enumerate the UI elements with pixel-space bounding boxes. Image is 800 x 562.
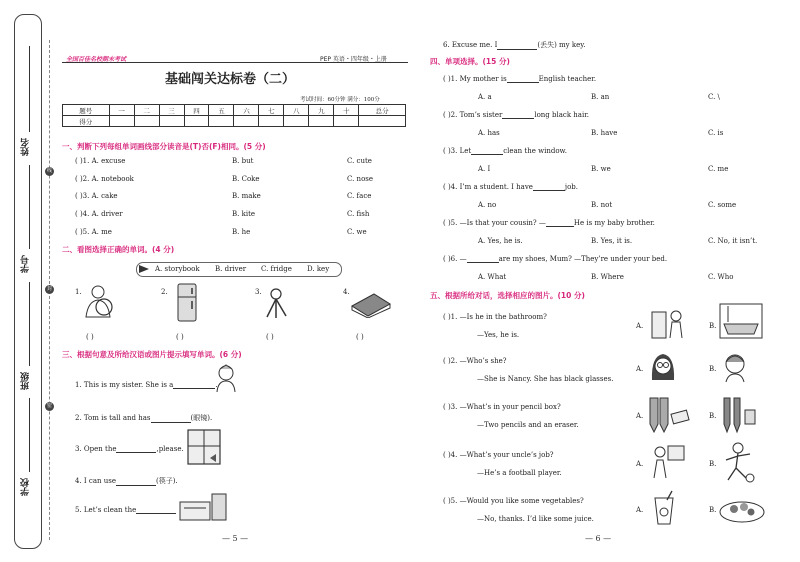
score-input[interactable] (184, 116, 209, 127)
s1-q2[interactable]: ( )2. A. notebook (75, 175, 134, 183)
s3-q5-blank[interactable] (136, 513, 176, 514)
s3-q2-post: (眼镜). (190, 414, 213, 422)
s4-q2-blank[interactable] (502, 118, 534, 119)
q6-post: (丢失) my key. (537, 41, 586, 49)
s4-q5-b[interactable]: B. Yes, it is. (591, 237, 633, 245)
s2-paren-1[interactable]: ( ) (86, 333, 94, 341)
word-option: D. key (307, 265, 330, 273)
score-input[interactable] (359, 116, 406, 127)
girl-glasses-icon (648, 350, 678, 384)
class-line (29, 282, 30, 366)
s4-q5-blank[interactable] (546, 226, 574, 227)
s4-q2-b[interactable]: B. have (591, 129, 618, 137)
time-score: 考试时间：60分钟 满分：100分 (300, 97, 380, 103)
s3-q2 (75, 413, 212, 423)
fridge-icon (176, 283, 200, 323)
s2-num-4: 4. (343, 288, 350, 296)
score-table (62, 104, 406, 127)
s2-num-3: 3. (255, 288, 262, 296)
storybook-icon (350, 292, 392, 318)
juice-icon (650, 490, 678, 526)
s5-q1-ans: —Yes, he is. (477, 331, 520, 339)
driver-icon (80, 283, 120, 319)
seal-dot-seal: 封 (46, 286, 52, 292)
s4-q4-c[interactable]: C. some (708, 201, 737, 209)
s1-q3-c: C. face (347, 192, 372, 200)
s4-q2-text: ( )2. Tom’s sister (443, 111, 503, 119)
header-rule (62, 62, 408, 63)
s1-q1-b: B. but (232, 157, 254, 165)
s5-q2-ans: —She is Nancy. She has black glasses. (477, 375, 614, 383)
s4-q1-b[interactable]: B. an (591, 93, 610, 101)
s5-q5[interactable]: ( )5. —Would you like some vegetables? (443, 497, 584, 505)
s5-q1-opt-b[interactable]: B. (709, 322, 717, 330)
s5-q4-ans: —He’s a football player. (477, 469, 562, 477)
q6-text: 6. Excuse me. I (443, 41, 498, 49)
s4-q2-a[interactable]: A. has (478, 129, 500, 137)
s4-q5-a[interactable]: A. Yes, he is. (478, 237, 523, 245)
s1-q2-c: C. nose (347, 175, 374, 183)
window-icon (186, 428, 224, 466)
s3-q4-text: 4. I can use (75, 477, 116, 485)
score-cell: 得分 (63, 116, 110, 127)
s1-q4-b: B. kite (232, 210, 256, 218)
score-cell: 总分 (359, 105, 406, 116)
seal-dot-secret: 密 (46, 403, 52, 409)
s4-q4-blank[interactable] (533, 190, 565, 191)
s4-q4-a[interactable]: A. no (478, 201, 497, 209)
score-input[interactable] (159, 116, 184, 127)
s3-q1-post: . (215, 381, 218, 389)
number-line (29, 165, 30, 249)
score-cell: 五 (209, 105, 234, 116)
score-cell: 一 (109, 105, 134, 116)
s1-q2-b: B. Coke (232, 175, 260, 183)
seal-dot-line: 线 (46, 168, 52, 174)
s4-q3[interactable] (443, 147, 567, 155)
binding-school-label: 学校 (21, 478, 31, 496)
score-cell: 六 (234, 105, 259, 116)
s4-q6[interactable] (443, 255, 667, 263)
s4-q2-text2: long black hair. (534, 111, 590, 119)
section-5-title: 五、根据所给对话，选择相应的图片。(10 分) (430, 291, 585, 300)
score-input[interactable] (209, 116, 234, 127)
s5-q5-opt-a[interactable]: A. (636, 506, 644, 514)
s4-q3-text2: clean the window. (503, 147, 567, 155)
s5-q5-opt-b[interactable]: B. (709, 506, 717, 514)
section-2-title: 二、看图选择正确的单词。(4 分) (62, 245, 175, 254)
football-player-icon (718, 440, 758, 484)
section-1-title: 一、判断下列每组单词画线部分读音是(T)否(F)相同。(5 分) (62, 142, 266, 151)
s5-q4-opt-b[interactable]: B. (709, 460, 717, 468)
s1-q1-c: C. cute (347, 157, 372, 165)
s5-q4[interactable]: ( )4. —What’s your uncle’s job? (443, 451, 554, 459)
s5-q4-opt-a[interactable]: A. (636, 460, 644, 468)
player-board-icon (648, 442, 688, 482)
s4-q1-a[interactable]: A. a (478, 93, 492, 101)
s1-q3-b: B. make (232, 192, 261, 200)
word-option: A. storybook (155, 265, 200, 273)
vegetables-plate-icon (718, 494, 766, 524)
s5-q1-opt-a[interactable]: A. (636, 322, 644, 330)
s5-q5-ans: —No, thanks. I’d like some juice. (477, 515, 594, 523)
s4-q6-text: ( )6. — (443, 255, 467, 263)
s4-q3-blank[interactable] (471, 154, 503, 155)
s3-q2-text: 2. Tom is tall and has (75, 414, 151, 422)
s4-q3-c[interactable]: C. me (708, 165, 729, 173)
bathroom-boy-icon (648, 304, 688, 340)
s2-num-2: 2. (161, 288, 168, 296)
score-input[interactable] (334, 116, 359, 127)
girl-icon (720, 350, 750, 384)
s1-q5-c: C. we (347, 228, 367, 236)
s4-q4[interactable] (443, 183, 578, 191)
pointer-icon (138, 264, 150, 274)
nurse-icon (212, 363, 240, 393)
s3-q5 (75, 506, 176, 514)
kitchen-icon (178, 488, 230, 522)
score-input[interactable] (309, 116, 334, 127)
pens-icon (718, 394, 758, 434)
s2-num-1: 1. (75, 288, 82, 296)
s4-q5-c[interactable]: C. No, it isn’t. (708, 237, 758, 245)
s4-q5-text: ( )5. —Is that your cousin? — (443, 219, 546, 227)
s4-q6-c[interactable]: C. Who (708, 273, 734, 281)
s5-q3[interactable]: ( )3. —What’s in your pencil box? (443, 403, 561, 411)
s4-q2[interactable] (443, 111, 589, 119)
score-input[interactable] (109, 116, 134, 127)
s4-q5-text2: He is my baby brother. (573, 219, 655, 227)
bathroom-icon (718, 302, 764, 340)
key-icon (259, 286, 293, 320)
s1-q5[interactable]: ( )5. A. me (75, 228, 112, 236)
s4-q3-b[interactable]: B. we (591, 165, 611, 173)
s4-q5[interactable] (443, 219, 655, 227)
s5-q3-opt-a[interactable]: A. (636, 412, 644, 420)
s3-q1-blank[interactable] (173, 388, 215, 389)
page-title: 基础闯关达标卷（二） (165, 72, 296, 87)
course-info: PEP 英语・四年级・上册 (320, 56, 387, 63)
s3-q3-text: 3. Open the (75, 445, 117, 453)
score-input[interactable] (284, 116, 309, 127)
word-bank (136, 262, 342, 277)
s5-q2-opt-a[interactable]: A. (636, 365, 644, 373)
binding-name-label: 姓名 (21, 138, 31, 156)
s4-q1-text: ( )1. My mother is (443, 75, 507, 83)
score-cell: 四 (184, 105, 209, 116)
score-cell: 七 (259, 105, 284, 116)
score-cell: 二 (134, 105, 159, 116)
page-number-left: — 5 — (222, 534, 249, 543)
word-option: B. driver (215, 265, 247, 273)
s4-q6-b[interactable]: B. Where (591, 273, 624, 281)
s4-q4-text2: job. (564, 183, 579, 191)
page-number-right: — 6 — (585, 534, 612, 543)
s4-q1[interactable] (443, 75, 596, 83)
q6-blank[interactable] (497, 49, 537, 50)
score-input[interactable] (259, 116, 284, 127)
s1-q4-c: C. fish (347, 210, 370, 218)
s3-q1 (75, 381, 218, 389)
s1-q5-b: B. he (232, 228, 251, 236)
binding-class-label: 班级 (21, 372, 31, 390)
s3-q1-text: 1. This is my sister. She is a (75, 381, 174, 389)
word-option: C. fridge (261, 265, 292, 273)
s4-q1-blank[interactable] (507, 82, 539, 83)
s4-q2-c[interactable]: C. is (708, 129, 724, 137)
score-cell: 八 (284, 105, 309, 116)
section-3-title: 三、根据句意及所给汉语或图片提示填写单词。(6 分) (62, 350, 242, 359)
s5-q3-ans: —Two pencils and an eraser. (477, 421, 579, 429)
s1-q1[interactable]: ( )1. A. excuse (75, 157, 126, 165)
score-header-row (63, 105, 406, 116)
s5-q2[interactable]: ( )2. —Who’s she? (443, 357, 507, 365)
score-input[interactable] (134, 116, 159, 127)
s3-q3 (75, 445, 184, 453)
pencils-eraser-icon (646, 394, 692, 434)
s4-q4-text: ( )4. I’m a student. I have (443, 183, 533, 191)
s2-paren-2[interactable]: ( ) (176, 333, 184, 341)
s1-q3[interactable]: ( )3. A. cake (75, 192, 118, 200)
s4-q3-a[interactable]: A. I (478, 165, 491, 173)
s4-q6-a[interactable]: A. What (478, 273, 507, 281)
s3-q3-blank[interactable] (116, 452, 156, 453)
s4-q6-blank[interactable] (467, 262, 499, 263)
s5-q1[interactable]: ( )1. —Is he in the bathroom? (443, 313, 547, 321)
q6 (443, 40, 586, 50)
s3-q2-blank[interactable] (151, 422, 191, 423)
s4-q1-c[interactable]: C. \ (708, 93, 720, 101)
score-value-row (63, 116, 406, 127)
s4-q3-text: ( )3. Let (443, 147, 472, 155)
s3-q5-text: 5. Let’s clean the (75, 506, 137, 514)
score-cell: 题号 (63, 105, 110, 116)
s5-q3-opt-b[interactable]: B. (709, 412, 717, 420)
s4-q6-text2: are my shoes, Mum? —They’re under your bed. (498, 255, 668, 263)
s3-q4-post: (筷子). (155, 477, 178, 485)
s3-q4 (75, 476, 178, 486)
score-cell: 九 (309, 105, 334, 116)
score-input[interactable] (234, 116, 259, 127)
name-line (29, 46, 30, 132)
section-4-title: 四、单项选择。(15 分) (430, 57, 510, 66)
s3-q3-post: ,please. (156, 445, 184, 453)
binding-strip (14, 14, 42, 549)
binding-number-label: 学号 (21, 255, 31, 273)
score-cell: 三 (159, 105, 184, 116)
banner: 全国百佳名校期末考试 (66, 56, 127, 63)
s4-q4-b[interactable]: B. not (591, 201, 613, 209)
s2-paren-4[interactable]: ( ) (356, 333, 364, 341)
score-cell: 十 (334, 105, 359, 116)
s3-q4-blank[interactable] (116, 485, 156, 486)
s2-paren-3[interactable]: ( ) (266, 333, 274, 341)
s4-q1-text2: English teacher. (538, 75, 597, 83)
s1-q4[interactable]: ( )4. A. driver (75, 210, 123, 218)
school-line (29, 398, 30, 472)
s5-q2-opt-b[interactable]: B. (709, 365, 717, 373)
